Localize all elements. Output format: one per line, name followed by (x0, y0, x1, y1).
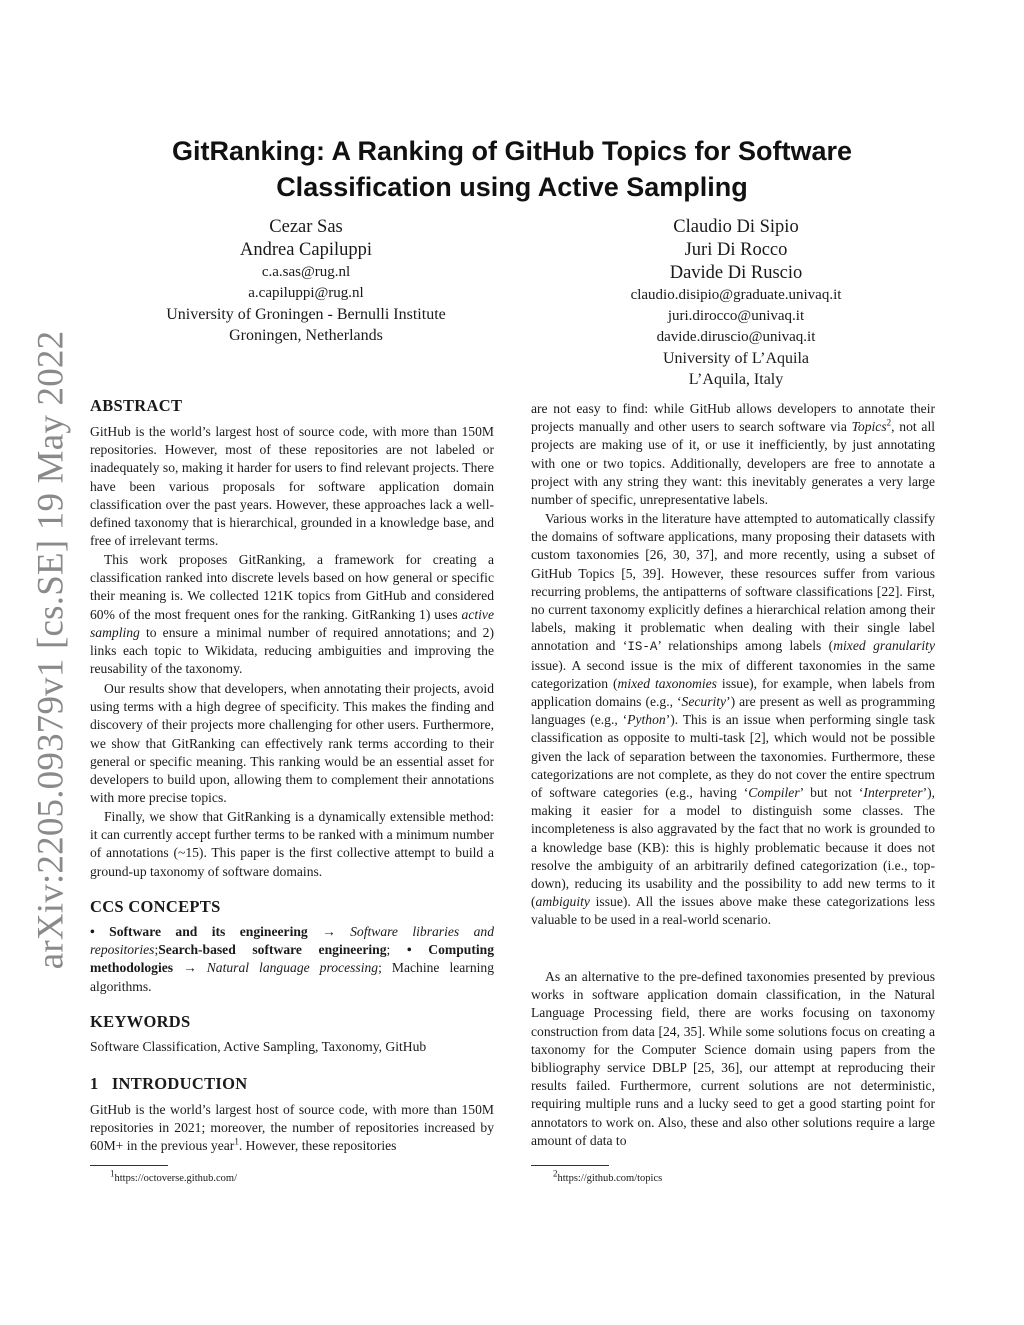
author-block-groningen (130, 216, 482, 346)
abstract-paragraph: GitHub is the world’s largest host of source code, with more than 150M repositories. However, most of these repositories are not labeled or inadequately so, making it harder for users to find relevant projects. There have been various proposals for software application domain classification over the past years. However, these approaches lack a well-defined taxonomy that is hierarchical, grounded in a knowledge base, and free of irrelevant terms. (90, 424, 494, 549)
footnote-1: $^1$https://octoverse.github.com/ (110, 1168, 237, 1184)
arxiv-identifier: arXiv:2205.09379v1 [cs.SE] 19 May 2022 (30, 330, 72, 970)
author-name: Juri Di Rocco (684, 240, 788, 260)
author-email: davide.diruscio@univaq.it (656, 329, 816, 345)
ccs-concepts-text: • Software and its engineering → Software libraries and repositories;Search-based software engineering; • Computing methodologies → Natural language processing; Machine learning algorithms. (90, 924, 495, 994)
author-name: Claudio Di Sipio (673, 217, 799, 237)
abstract-paragraph: This work proposes GitRanking, a framework for creating a classification ranked into discrete levels based on how general or specific their meaning is. We collected 121K topics from GitHub and considered 60% of the most frequent ones for the ranking. GitRanking 1) uses active sampling to ensure a minimal number of required annotations; and 2) links each topic to Wikidata, reducing ambiguities and improving the reusability of the taxonomy. (90, 552, 494, 677)
ccs-heading: CCS CONCEPTS (90, 897, 221, 916)
body-paragraph: As an alternative to the pre-defined taxonomies presented by previous works in software application domain classification, in the Natural Language Processing field, there are works focusing on taxonomy construction from data [24, 35]. While some solutions focus on creating a taxonomy for the Computer Science domain using papers from the bibliography service DBLP [25, 36], our attempt at reproducing their results failed. Furthermore, current solutions are not deterministic, requiring multiple runs and a lucky seed to get a good starting point for annotators to work on. Also, these and also other solutions require a large amount of data to (531, 969, 935, 1148)
keywords-text: Software Classification, Active Sampling, Taxonomy, GitHub (90, 1039, 427, 1054)
footnote-rule (90, 1165, 168, 1166)
introduction-heading: 1 INTRODUCTION (90, 1074, 248, 1093)
abstract-heading: ABSTRACT (90, 396, 183, 415)
abstract-paragraph: Finally, we show that GitRanking is a dynamically extensible method: it can currently accept further terms to be ranked with a minimum number of annotations (~15). This paper is the first collective attempt to build a ground-up taxonomy of software domains. (90, 809, 494, 879)
abstract-paragraph: Our results show that developers, when annotating their projects, avoid using terms with a high degree of specificity. This makes the finding and discovery of their projects more challenging for other users. Furthermore, we show that GitRanking can effectively rank terms according to their general or specific meaning. This ranking would be an essential asset for developers to build upon, allowing them to complement their annotations with more precise topics. (90, 681, 494, 806)
author-email: c.a.sas@rug.nl (261, 264, 351, 280)
keywords-heading: KEYWORDS (90, 1012, 191, 1031)
author-affiliation: L’Aquila, Italy (688, 371, 784, 388)
title-line-2: Classification using Active Sampling (276, 172, 748, 202)
author-affiliation: University of Groningen - Bernulli Institute (166, 306, 446, 323)
body-paragraph: are not easy to find: while GitHub allows developers to annotate their projects manually and other users to search software via Topics$^2$, not all projects are making use of it, or use it inefficiently, by just annotating with one or two topics. Additionally, developers are free to annotate a project with any string they want: this inevitably generates a very large number of specific, unrepresentative labels. (531, 401, 935, 508)
paper-title (130, 133, 894, 205)
footnote-rule (531, 1165, 609, 1166)
author-affiliation: University of L’Aquila (662, 350, 810, 367)
author-affiliation: Groningen, Netherlands (229, 327, 383, 344)
author-name: Andrea Capiluppi (239, 240, 373, 260)
footnote-2: $^2$https://github.com/topics (553, 1168, 663, 1184)
author-block-laquila (560, 216, 912, 390)
author-email: juri.dirocco@univaq.it (667, 308, 805, 324)
author-email: claudio.disipio@graduate.univaq.it (630, 287, 842, 303)
author-name: Davide Di Ruscio (669, 263, 803, 283)
author-email: a.capiluppi@rug.nl (248, 285, 364, 301)
introduction-paragraph: GitHub is the world’s largest host of source code, with more than 150M repositories in 2021; moreover, the number of repositories increased by 60M+ in the previous year$^1$. However, these repositories (90, 1102, 494, 1154)
body-paragraph: Various works in the literature have attempted to automatically classify the domains of software applications, many proposing their datasets with custom taxonomies [26, 30, 37], and more recently, using a subset of GitHub Topics [5, 39]. However, these resources suffer from various recurring problems, the antipatterns of software classifications [22]. First, no current taxonomy explicitly defines a hierarchical relation among their labels, making it problematic when dealing with their single label annotation and ‘IS-A’ relationships among labels (mixed granularity issue). A second issue is the mix of different taxonomies in the same categorization (mixed taxonomies issue), for example, when labels from application domains (e.g., ‘Security’) are present as well as programming languages (e.g., ‘Python’). This is an issue when performing single task classification as opposite to multi-task [2], which would not be possible given the lack of separation between the taxonomies. Furthermore, these categorizations are not complete, as they do not cover the entire spectrum of software categories (e.g., having ‘Compiler’ but not ‘Interpreter’), making it easier for a model to distinguish some classes. The incompleteness is also aggravated by the fact that no work is grounded to a knowledge base (KB): this is highly problematic because it does not resolve the ambiguity of an arbitrarily defined categorization (i.e., top-down), reducing its usability and the possibility to add new terms to it (ambiguity issue). All the issues above make these categorizations less valuable to be used in a real-world scenario. (531, 511, 936, 928)
title-line-1: GitRanking: A Ranking of GitHub Topics for Software (172, 136, 852, 166)
author-name: Cezar Sas (269, 217, 343, 237)
